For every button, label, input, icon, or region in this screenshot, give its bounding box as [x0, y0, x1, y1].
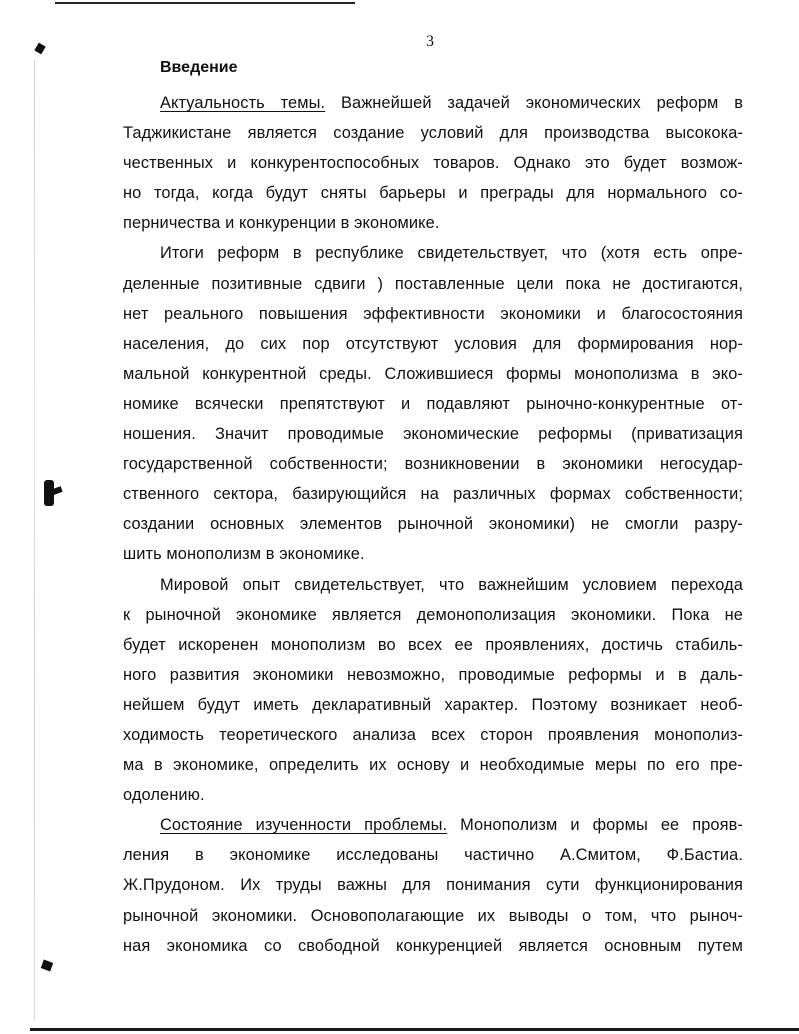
underlined-lead: Актуальность темы.	[160, 94, 326, 112]
text-line: Таджикистане является создание условий для производства высокока-	[123, 124, 743, 143]
text-line: Ж.Прудоном. Их труды важны для понимания сути функционирования	[123, 876, 743, 895]
text-line: государственной собственности; возникновении в экономики негосудар-	[123, 455, 743, 474]
scan-speck	[41, 960, 53, 972]
text-line: создании основных элементов рыночной экономики) не смогли разру-	[123, 515, 743, 534]
text-line: шить монополизм в экономике.	[123, 545, 365, 564]
text-line	[123, 810, 743, 840]
text-line: но тогда, когда будут сняты барьеры и преграды для нормального со-	[123, 184, 743, 203]
text-line: чественных и конкурентоспособных товаров. Однако это будет возмож-	[123, 154, 743, 173]
scan-margin-line	[34, 60, 35, 1020]
text-span: Монополизм и формы ее прояв-	[447, 816, 743, 835]
text-line: ма в экономике, определить их основу и необходимые меры по его пре-	[123, 756, 743, 775]
underlined-lead: Состояние изученности проблемы.	[160, 816, 448, 835]
text-line: нейшем будут иметь декларативный характер. Поэтому возникает необ-	[123, 695, 743, 714]
text-line: деленные позитивные сдвиги ) поставленные цели пока не достигаются,	[123, 274, 743, 293]
text-line: ственного сектора, базирующийся на различных формах собственности;	[123, 485, 743, 504]
text-line: Мировой опыт свидетельствует, что важнейшим условием перехода	[160, 575, 743, 594]
body-text	[123, 88, 743, 961]
scan-edge-bottom	[30, 1028, 799, 1031]
text-line: ношения. Значит проводимые экономические реформы (приватизация	[123, 425, 743, 444]
text-line: к рыночной экономике является демонополизация экономики. Пока не	[123, 605, 743, 624]
text-line: нет реального повышения эффективности экономики и благосостояния	[123, 304, 743, 323]
text-line: ного развития экономики невозможно, проводимые реформы и в даль-	[123, 665, 743, 684]
text-line: населения, до сих пор отсутствуют условия для формирования нор-	[123, 334, 743, 353]
text-line: ления в экономике исследованы частично А.Смитом, Ф.Бастиа.	[123, 846, 743, 865]
text-line: будет искоренен монополизм во всех ее проявлениях, достичь стабиль-	[123, 635, 743, 654]
section-heading: Введение	[160, 59, 238, 76]
text-line: перничества и конкуренции в экономике.	[123, 214, 440, 233]
scan-edge-top	[55, 2, 355, 4]
text-line: номике всячески препятствуют и подавляют рыночно-конкурентные от-	[123, 394, 743, 413]
text-line: мальной конкурентной среды. Сложившиеся формы монополизма в эко-	[123, 364, 743, 383]
text-line: ная экономика со свободной конкуренцией является основным путем	[123, 936, 743, 955]
text-line: ходимость теоретического анализа всех сторон проявления монополиз-	[123, 725, 743, 744]
page-number: 3	[426, 33, 434, 50]
text-span: Важнейшей задачей экономических реформ в	[325, 94, 744, 112]
text-line: Итоги реформ в республике свидетельствует, что (хотя есть опре-	[160, 244, 743, 263]
text-line: одолению.	[123, 786, 205, 805]
text-line	[123, 88, 743, 118]
text-line: рыночной экономики. Основополагающие их выводы о том, что рыноч-	[123, 906, 743, 925]
